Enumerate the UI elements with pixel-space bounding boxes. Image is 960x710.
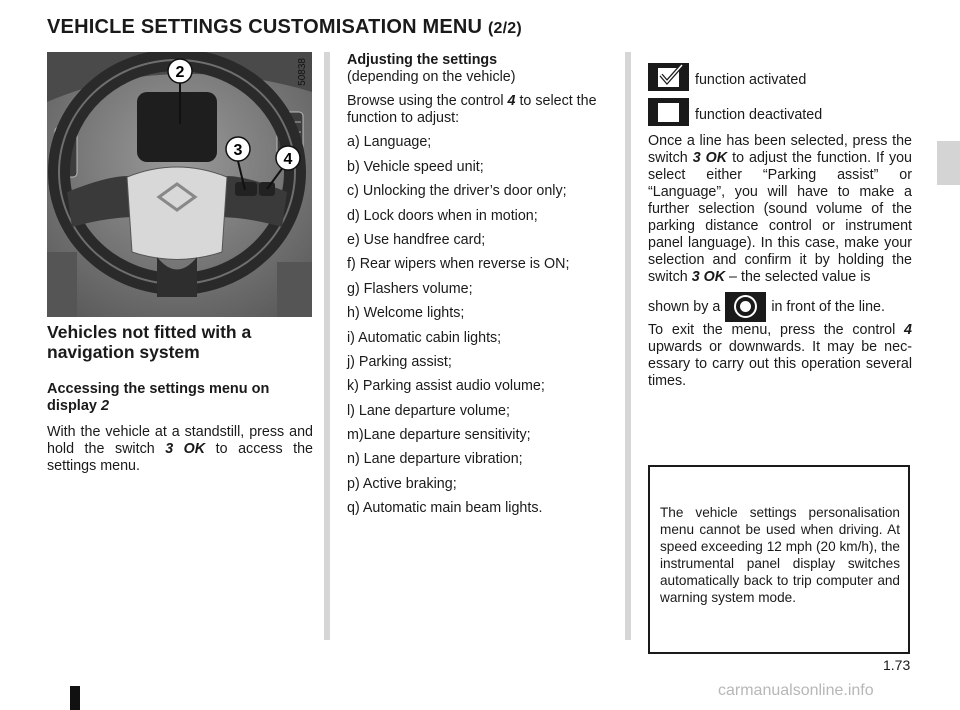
callout-3-label: 3 <box>233 142 243 159</box>
list-item: q) Automatic main beam lights. <box>347 500 543 517</box>
page-number: 1.73 <box>883 657 911 673</box>
browse-paragraph <box>347 93 619 127</box>
note-text: The vehicle settings personalisation menu cannot be used when driving. At speed exceeding 12 mph (20 km/h), the instrumental panel display switches automatically back to trip computer and warning system mode. <box>660 505 900 605</box>
shown-text-a: shown by a <box>648 299 721 315</box>
right-column <box>648 62 912 390</box>
switch-ref: 3 OK <box>165 441 206 457</box>
function-list <box>347 134 619 517</box>
list-item: a) Language; <box>347 134 432 151</box>
column-divider-right <box>625 52 631 640</box>
list-item: d) Lock doors when in motion; <box>347 207 538 224</box>
list-item: p) Active braking; <box>347 475 457 492</box>
page-title <box>47 16 522 39</box>
section-thumb-tab <box>937 141 960 185</box>
access-subheading <box>47 381 313 415</box>
callout-3 <box>226 137 250 161</box>
watermark: carmanualsonline.info <box>718 682 874 699</box>
checkbox-checked-icon <box>648 63 689 91</box>
list-item: l) Lane departure volume; <box>347 402 510 419</box>
selected-marker-row <box>648 292 912 322</box>
access-text-c: to access the settings menu. <box>47 441 313 474</box>
dashboard-drawing <box>47 52 312 317</box>
browse-text-c: to select the function to adjust: <box>347 93 597 126</box>
title-page-count: (2/2) <box>487 20 522 37</box>
legend-deactivated <box>648 97 912 127</box>
callout-4 <box>276 146 300 170</box>
exit-text-a: To exit the menu, press the control <box>648 322 905 338</box>
exit-text-c: upwards or downwards. It may be necessary to carry out this operation several times. <box>648 339 912 389</box>
list-item: j) Parking assist; <box>347 353 452 370</box>
middle-column <box>347 52 619 517</box>
list-item: c) Unlocking the driver’s door only; <box>347 183 567 200</box>
switch-ref-1: 3 OK <box>692 150 728 166</box>
checkbox-empty-icon <box>648 98 689 126</box>
radio-selected-icon <box>725 292 766 322</box>
list-item: h) Welcome lights; <box>347 305 465 322</box>
section-heading: Vehicles not fitted with a navigation system <box>47 322 252 362</box>
list-item: b) Vehicle speed unit; <box>347 158 484 175</box>
adjust-heading-note: (depending on the vehicle) <box>347 69 516 85</box>
callout-4-label: 4 <box>283 151 293 168</box>
select-paragraph <box>648 133 912 286</box>
control-ref-2: 4 <box>904 322 912 338</box>
column-divider-left <box>324 52 330 640</box>
browse-text-a: Browse using the control <box>347 93 508 109</box>
callout-2 <box>168 59 192 83</box>
adjust-heading-text: Adjusting the settings <box>347 52 498 68</box>
list-item: n) Lane departure vibration; <box>347 451 523 468</box>
shown-text-b: in front of the line. <box>771 299 885 315</box>
control-ref: 4 <box>507 93 516 109</box>
left-column <box>47 322 313 475</box>
list-item: i) Automatic cabin lights; <box>347 329 502 346</box>
list-item: m)Lane departure sensitivity; <box>347 427 531 444</box>
callout-2-label: 2 <box>175 64 185 81</box>
list-item: e) Use handfree card; <box>347 231 486 248</box>
adjust-heading <box>347 52 619 86</box>
access-subheading-text: Accessing the settings menu on display <box>47 381 270 414</box>
legend-activated <box>648 62 912 92</box>
legend-deactivated-label: function deactivated <box>695 106 823 123</box>
access-text-a: With the vehicle at a standstill, press and hold the switch <box>47 424 313 457</box>
switch-ref-2: 3 OK <box>691 269 726 285</box>
select-text-e: – the selected value is <box>725 269 871 285</box>
title-text: VEHICLE SETTINGS CUSTOMISATION MENU <box>47 16 483 38</box>
figure-ref-code: 50838 <box>297 58 308 86</box>
list-item: f) Rear wipers when reverse is ON; <box>347 256 570 273</box>
access-paragraph <box>47 424 313 475</box>
select-text-c: to adjust the function. If you select either “Parking assist” or “Language”, you will have to make a further selection (sound volume of the parking distance control or instrument panel language). In this case, make your selection and confirm it by holding the switch <box>648 150 913 285</box>
legend-activated-label: function activated <box>695 71 807 88</box>
steering-wheel-illustration <box>47 52 312 317</box>
exit-paragraph <box>648 322 912 390</box>
select-text-a: Once a line has been selected, press the switch <box>648 133 912 166</box>
edge-marker <box>70 686 80 710</box>
list-item: g) Flashers volume; <box>347 280 473 297</box>
list-item: k) Parking assist audio volume; <box>347 378 545 395</box>
display-ref: 2 <box>101 398 110 414</box>
note-box <box>648 465 910 654</box>
